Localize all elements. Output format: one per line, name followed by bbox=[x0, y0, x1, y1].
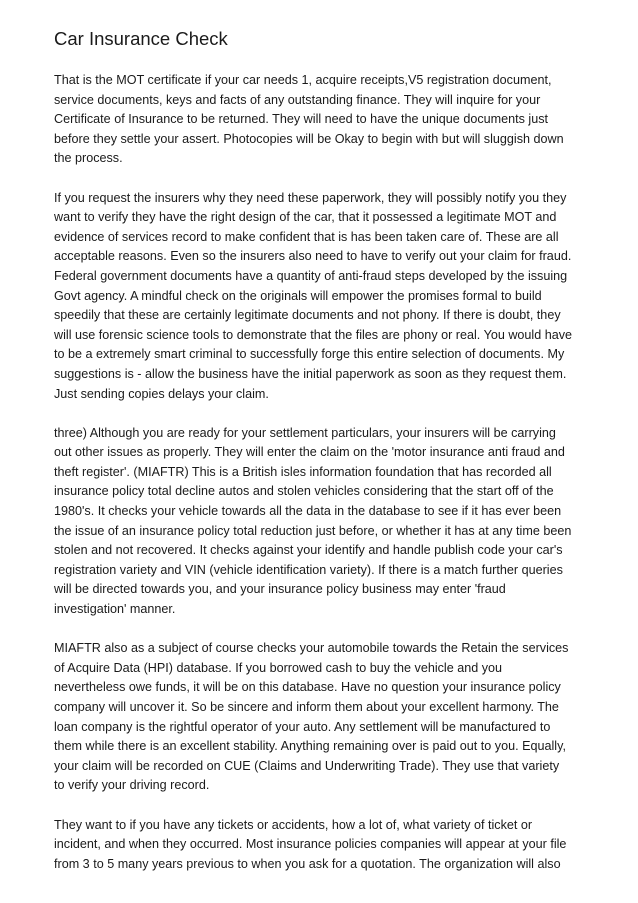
text-line: service documents, keys and facts of any outstanding finance. They will inquire for your bbox=[54, 92, 541, 107]
text-line: They want to if you have any tickets or accidents, how a lot of, what variety of ticket or bbox=[54, 817, 533, 832]
document-page bbox=[54, 26, 594, 894]
text-line: the issue of an insurance policy total reduction just before, or whether it has at any time been bbox=[54, 523, 572, 538]
text-line: investigation' manner. bbox=[54, 602, 176, 617]
page-title: Car Insurance Check bbox=[54, 28, 228, 49]
text-line: the process. bbox=[54, 151, 123, 166]
text-line: registration variety and VIN (vehicle identification variety). If there is a match further queries bbox=[54, 562, 563, 577]
text-line: That is the MOT certificate if your car needs 1, acquire receipts,V5 registration document, bbox=[54, 73, 552, 87]
text-line: acceptable reasons. Even so the insurers also need to have to verify out your claim for fraud. bbox=[54, 249, 572, 264]
text-line: Certificate of Insurance to be returned. They will need to have the unique documents just bbox=[54, 112, 549, 127]
text-line: want to verify they have the right design of the car, that it possessed a legitimate MOT and bbox=[54, 210, 557, 225]
text-line: suggestions is - allow the business have the initial paperwork as soon as they request them. bbox=[54, 366, 567, 381]
text-line: will use forensic science tools to demonstrate that the files are phony or real. You would have bbox=[54, 327, 573, 342]
paragraph-2 bbox=[54, 189, 594, 405]
text-line: them while there is an excellent stability. Anything remaining over is paid out to you. Equally, bbox=[54, 739, 566, 754]
text-line: of Acquire Data (HPI) database. If you borrowed cash to buy the vehicle and you bbox=[54, 660, 503, 675]
text-line: MIAFTR also as a subject of course checks your automobile towards the Retain the services bbox=[54, 641, 569, 656]
paragraph-3 bbox=[54, 424, 594, 620]
text-line: from 3 to 5 many years previous to when you ask for a quotation. The organization will also bbox=[54, 856, 561, 871]
paragraph-5 bbox=[54, 816, 594, 875]
text-line: to verify your driving record. bbox=[54, 778, 210, 793]
paragraph-4 bbox=[54, 639, 594, 796]
text-line: If you request the insurers why they need these paperwork, they will possibly notify you they bbox=[54, 190, 567, 205]
text-line: before they settle your assert. Photocopies will be Okay to begin with but will sluggish down bbox=[54, 131, 564, 146]
text-line: Govt agency. A mindful check on the originals will empower the promises formal to build bbox=[54, 288, 542, 303]
text-line: stolen and not recovered. It checks against your identify and handle publish code your car's bbox=[54, 543, 563, 558]
text-line: Just sending copies delays your claim. bbox=[54, 386, 269, 401]
text-line: company will uncover it. So be sincere and inform them about your excellent harmony. The bbox=[54, 700, 559, 714]
text-line: insurance policy total decline autos and stolen vehicles considering that the start off of the bbox=[54, 484, 554, 499]
text-line: incident, and when they occurred. Most insurance policies companies will appear at your file bbox=[54, 837, 567, 852]
text-line: to be a extremely smart criminal to successfully forge this entire selection of documents. My bbox=[54, 347, 565, 362]
text-line: three) Although you are ready for your settlement particulars, your insurers will be carrying bbox=[54, 425, 556, 440]
text-line: speedily that these are certainly legitimate documents and not phony. If there is doubt, they bbox=[54, 308, 561, 323]
text-line: will be directed towards you, and your insurance policy business may enter 'fraud bbox=[54, 582, 506, 597]
text-line: evidence of services record to make confident that is has been taken care of. These are all bbox=[54, 229, 559, 244]
text-line: theft register'. (MIAFTR) This is a British isles information foundation that has recorded all bbox=[54, 464, 552, 479]
text-line: loan company is the rightful operator of your auto. Any settlement will be manufactured to bbox=[54, 719, 551, 734]
text-line: out other issues as properly. They will enter the claim on the 'motor insurance anti fraud and bbox=[54, 445, 565, 460]
text-line: Federal government documents have a quantity of anti-fraud steps developed by the issuing bbox=[54, 268, 568, 283]
text-line: nevertheless owe funds, it will be on this database. Have no question your insurance policy bbox=[54, 680, 561, 695]
text-line: your claim will be recorded on CUE (Claims and Underwriting Trade). They use that variety bbox=[54, 758, 560, 773]
text-line: 1980's. It checks your vehicle towards all the data in the database to see if it has ever been bbox=[54, 504, 562, 519]
paragraph-1 bbox=[54, 71, 594, 169]
